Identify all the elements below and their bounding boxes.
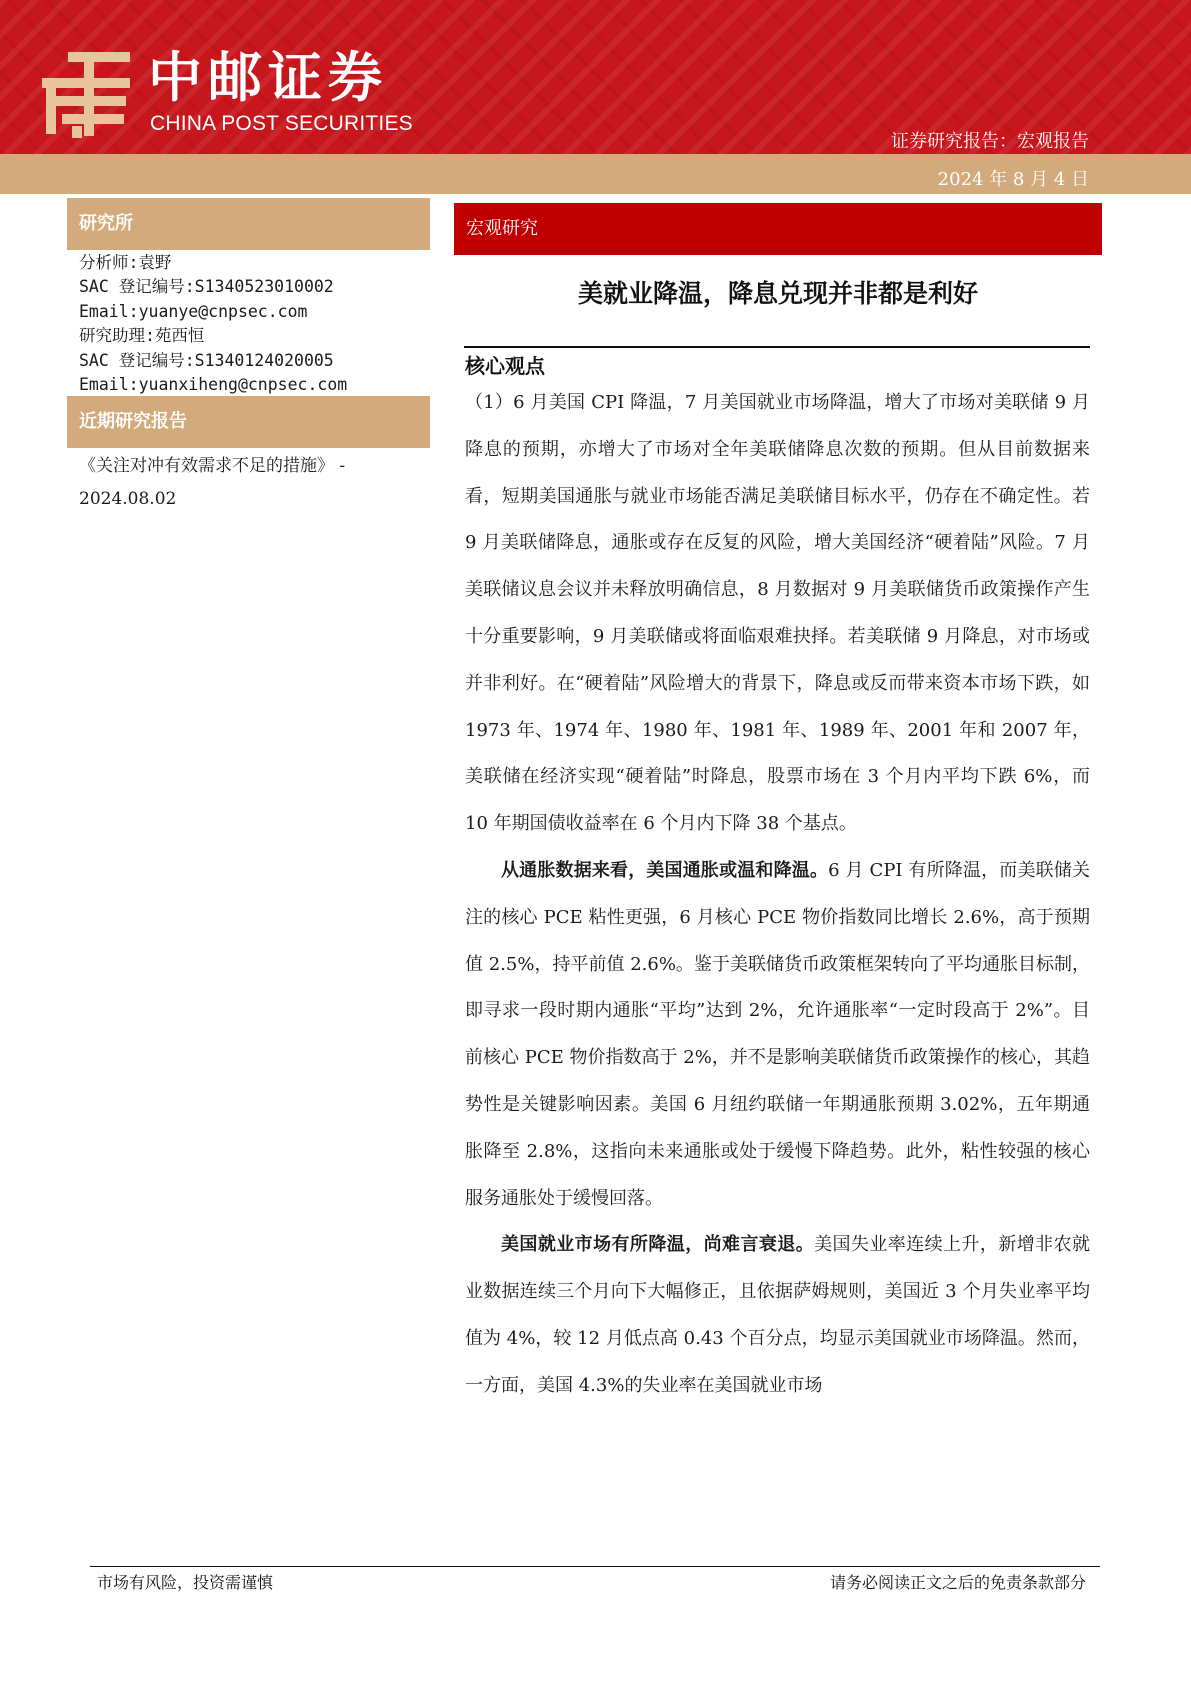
core-views-heading: 核心观点 — [465, 354, 545, 378]
recent-report-link[interactable]: 《关注对冲有效需求不足的措施》 - 2024.08.02 — [79, 456, 346, 509]
title-divider — [464, 346, 1090, 348]
analyst-email[interactable]: Email:yuanye@cnpsec.com — [79, 301, 308, 321]
logo-chinese-name: 中邮证券 — [148, 46, 388, 109]
report-body — [465, 380, 1090, 1410]
footer-divider — [90, 1566, 1100, 1567]
institute-heading: 研究所 — [67, 198, 430, 250]
assistant-email[interactable]: Email:yuanxiheng@cnpsec.com — [79, 374, 348, 394]
assistant-sac-number: SAC 登记编号:S1340124020005 — [79, 350, 334, 370]
analyst-sac-number: SAC 登记编号:S1340523010002 — [79, 277, 334, 297]
analyst-name: 分析师:袁野 — [79, 253, 172, 272]
assistant-name: 研究助理:苑西恒 — [79, 326, 205, 346]
footer-disclaimer-notice: 请务必阅读正文之后的免责条款部分 — [829, 1573, 1086, 1592]
header-banner — [0, 0, 1191, 154]
logo-english-name: CHINA POST SECURITIES — [150, 112, 413, 135]
section-label: 宏观研究 — [454, 203, 1102, 255]
paragraph-3: 美国就业市场有所降温，尚难言衰退。美国失业率连续上升，新增非农就业数据连续三个月向下大幅修正，且依据萨姆规则，美国近 3 个月失业率平均值为 4%，较 12 月低点高 0.43 个百分点，均显示美国就业市场降温。然而，一方面，美国 4.3%的失业率在美国就业市场 — [465, 1234, 1091, 1396]
analyst-info — [79, 251, 424, 397]
paragraph-2: 从通胀数据来看，美国通胀或温和降温。6 月 CPI 有所降温，而美联储关注的核心 PCE 粘性更强，6 月核心 PCE 物价指数同比增长 2.6%，高于预期值 2.5%，持平前值 2.6%。鉴于美联储货币政策框架转向了平均通胀目标制，即寻求一段时期内通胀“平均”达到 2%，允许通胀率“一定时段高于 2%”。目前核心 PCE 物价指数高于 2%，并不是影响美联储货币政策操作的核心，其趋势性是关键影响因素。美国 6 月纽约联储一年期通胀预期 3.02%，五年期通胀降至 2.8%，这指向未来通胀或处于缓慢下降趋势。此外，粘性较强的核心服务通胀处于缓慢回落。 — [465, 859, 1090, 1209]
paragraph-3-lead: 美国就业市场有所降温，尚难言衰退。 — [501, 1234, 815, 1256]
report-type: 证券研究报告：宏观报告 — [891, 131, 1089, 152]
report-title: 美就业降温，降息兑现并非都是利好 — [577, 279, 978, 308]
footer-risk-notice: 市场有风险，投资需谨慎 — [97, 1573, 274, 1592]
recent-reports-heading: 近期研究报告 — [67, 396, 430, 448]
china-post-logo-icon — [38, 48, 136, 140]
paragraph-1: （1）6 月美国 CPI 降温，7 月美国就业市场降温，增大了市场对美联储 9 月降息的预期，亦增大了市场对全年美联储降息次数的预期。但从目前数据来看，短期美国通胀与就业市场能否满足美联储目标水平，仍存在不确定性。若 9 月美联储降息，通胀或存在反复的风险，增大美国经济“硬着陆”风险。7 月美联储议息会议并未释放明确信息，8 月数据对 9 月美联储货币政策操作产生十分重要影响，9 月美联储或将面临艰难抉择。若美联储 9 月降息，对市场或并非利好。在“硬着陆”风险增大的背景下，降息或反而带来资本市场下跌，如 1973 年、1974 年、1980 年、1981 年、1989 年、2001 年和 2007 年，美联储在经济实现“硬着陆”时降息，股票市场在 3 个月内平均下跌 6%，而 10 年期国债收益率在 6 个月内下降 38 个基点。 — [465, 392, 1090, 835]
report-date: 2024 年 8 月 4 日 — [937, 169, 1089, 190]
paragraph-2-lead: 从通胀数据来看，美国通胀或温和降温。 — [501, 859, 829, 881]
